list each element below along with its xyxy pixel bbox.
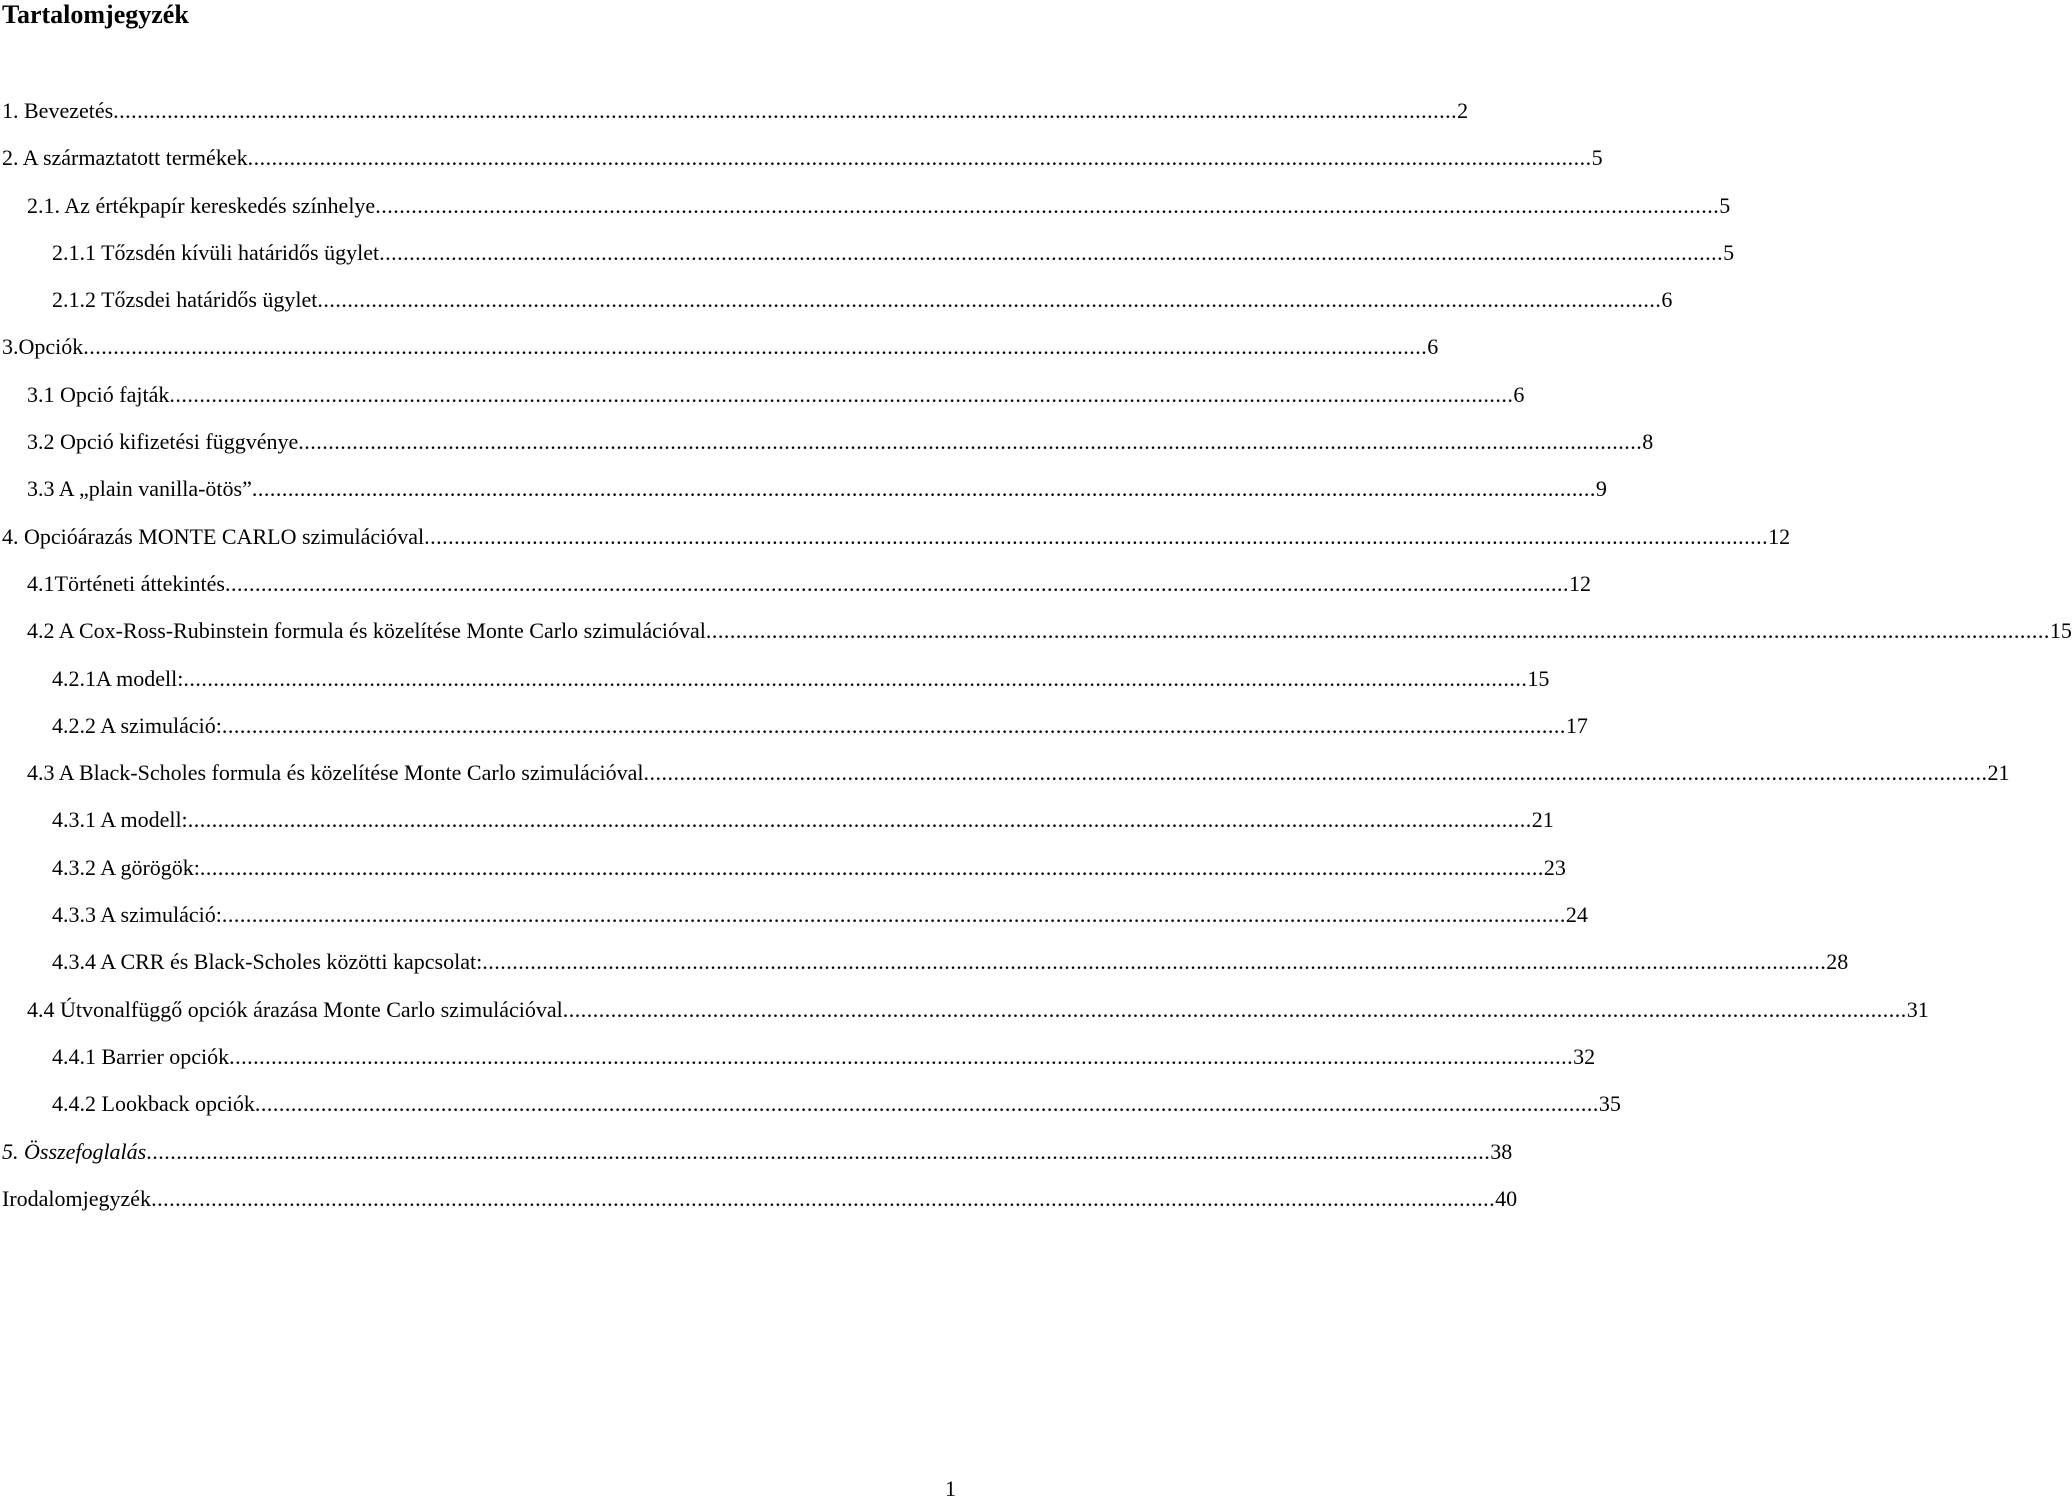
toc-entry-page-number: 23 xyxy=(1543,854,1566,880)
toc-row xyxy=(0,560,1591,607)
toc-dot-leader: ................................................................................................................................................................................................................................ xyxy=(169,381,1514,407)
toc-dot-leader: ................................................................................................................................................................................................................................ xyxy=(643,760,1988,786)
toc-row xyxy=(0,1080,1621,1127)
toc-entry-label: 1. Bevezetés xyxy=(2,98,114,123)
toc-row xyxy=(0,938,1849,985)
toc-dot-leader: ................................................................................................................................................................................................................................ xyxy=(562,996,1907,1022)
toc-row xyxy=(0,749,2010,796)
toc-row xyxy=(0,182,1731,229)
toc-entry-label: 4.4.2 Lookback opciók xyxy=(52,1091,255,1117)
toc-entry-page-number: 40 xyxy=(1495,1185,1518,1211)
toc-dot-leader: ................................................................................................................................................................................................................................ xyxy=(317,287,1662,313)
toc-entry-page-number: 12 xyxy=(1768,523,1791,549)
toc-row xyxy=(0,371,1525,418)
toc-entry-label: 3.Opciók xyxy=(2,334,84,360)
toc-dot-leader: ................................................................................................................................................................................................................................ xyxy=(375,192,1720,218)
toc-row xyxy=(0,229,1735,276)
toc-entry-label: 4.4.1 Barrier opciók xyxy=(52,1043,230,1069)
toc-entry-page-number: 12 xyxy=(1568,570,1591,596)
toc-row xyxy=(0,891,1588,938)
toc-dot-leader: ................................................................................................................................................................................................................................ xyxy=(247,145,1592,171)
toc-row xyxy=(0,1033,1596,1080)
toc-entry[interactable] xyxy=(52,229,1735,276)
toc-entry[interactable] xyxy=(52,844,1566,891)
toc-row xyxy=(0,418,1654,465)
toc-dot-leader: ................................................................................................................................................................................................................................ xyxy=(254,1091,1599,1117)
toc-entry-page-number: 8 xyxy=(1642,429,1654,455)
toc-entry-page-number: 35 xyxy=(1598,1091,1621,1117)
toc-row xyxy=(0,513,1791,560)
toc-entry[interactable] xyxy=(52,1080,1621,1127)
toc-dot-leader: ................................................................................................................................................................................................................................ xyxy=(146,1138,1491,1164)
toc-entry-page-number: 6 xyxy=(1427,334,1439,360)
toc-entry-label: 4.2 A Cox-Ross-Rubinstein formula és közelítése Monte Carlo szimulációval xyxy=(27,618,706,644)
toc-entry[interactable] xyxy=(2,1175,1518,1222)
page-number: 1 xyxy=(945,1476,956,1501)
toc-entry-label: 4.3 A Black-Scholes formula és közelítése Monte Carlo szimulációval xyxy=(27,760,644,786)
toc-entry-label: 4.2.1A modell: xyxy=(52,665,184,691)
toc-entry-label: 4.2.2 A szimuláció: xyxy=(52,712,222,738)
toc-entry[interactable] xyxy=(2,134,1603,181)
toc-dot-leader: ................................................................................................................................................................................................................................ xyxy=(482,949,1827,975)
toc-entry-page-number: 15 xyxy=(2049,618,2072,644)
toc-entry[interactable] xyxy=(2,323,1439,370)
toc-entry[interactable] xyxy=(27,371,1525,418)
toc-row xyxy=(0,844,1566,891)
toc-entry-page-number: 6 xyxy=(1661,287,1673,313)
toc-dot-leader: ................................................................................................................................................................................................................................ xyxy=(221,712,1566,738)
toc-entry[interactable] xyxy=(27,465,1607,512)
toc-entry-page-number: 5 xyxy=(1591,145,1603,171)
toc-dot-leader: ................................................................................................................................................................................................................................ xyxy=(151,1185,1496,1211)
toc-entry[interactable] xyxy=(27,749,2010,796)
table-of-contents xyxy=(0,87,2072,1222)
toc-entry[interactable] xyxy=(27,986,1929,1033)
toc-entry-label: 2.1.2 Tőzsdei határidős ügylet xyxy=(52,287,318,313)
toc-row xyxy=(0,87,1469,134)
toc-entry-page-number: 21 xyxy=(1531,807,1554,833)
toc-entry-label: 3.3 A „plain vanilla-ötös” xyxy=(27,476,252,502)
toc-entry-label: 3.1 Opció fajták xyxy=(27,381,170,407)
toc-row xyxy=(0,323,1439,370)
toc-entry-label: 4.3.3 A szimuláció: xyxy=(52,902,222,928)
toc-entry-label: 4.1Történeti áttekintés xyxy=(27,570,225,596)
toc-entry[interactable] xyxy=(52,276,1673,323)
toc-row xyxy=(0,465,1607,512)
toc-entry-page-number: 5 xyxy=(1719,192,1731,218)
toc-entry-page-number: 5 xyxy=(1723,239,1735,265)
toc-dot-leader: ................................................................................................................................................................................................................................ xyxy=(379,239,1724,265)
toc-entry-label: 5. Összefoglalás xyxy=(2,1138,147,1164)
toc-row xyxy=(0,1175,1518,1222)
toc-dot-leader: ................................................................................................................................................................................................................................ xyxy=(251,476,1596,502)
toc-entry[interactable] xyxy=(27,182,1731,229)
toc-row xyxy=(0,1128,1513,1175)
toc-entry-label: Irodalomjegyzék xyxy=(2,1185,152,1211)
toc-entry-page-number: 9 xyxy=(1595,476,1607,502)
toc-entry[interactable] xyxy=(52,655,1550,702)
toc-row xyxy=(0,607,2072,654)
toc-row xyxy=(0,702,1588,749)
toc-row xyxy=(0,986,1929,1033)
toc-row xyxy=(0,134,1603,181)
toc-row xyxy=(0,276,1673,323)
toc-entry[interactable] xyxy=(52,938,1849,985)
page-title: Tartalomjegyzék xyxy=(2,0,189,29)
toc-entry-page-number: 31 xyxy=(1906,996,1929,1022)
toc-entry[interactable] xyxy=(52,702,1588,749)
toc-dot-leader: ................................................................................................................................................................................................................................ xyxy=(424,523,1769,549)
toc-dot-leader: ................................................................................................................................................................................................................................ xyxy=(83,334,1428,360)
toc-entry[interactable] xyxy=(52,891,1588,938)
toc-entry[interactable] xyxy=(27,560,1591,607)
toc-entry-page-number: 17 xyxy=(1565,712,1588,738)
toc-entry-label: 2.1. Az értékpapír kereskedés színhelye xyxy=(27,192,376,218)
toc-entry-label: 4.4 Útvonalfüggő opciók árazása Monte Carlo szimulációval xyxy=(27,996,563,1022)
toc-entry-page-number: 15 xyxy=(1527,665,1550,691)
toc-entry-label: 2.1.1 Tőzsdén kívüli határidős ügylet xyxy=(52,239,380,265)
toc-entry[interactable] xyxy=(2,1128,1513,1175)
toc-entry[interactable] xyxy=(27,418,1654,465)
toc-entry[interactable] xyxy=(52,1033,1596,1080)
toc-entry-page-number: 28 xyxy=(1826,949,1849,975)
toc-entry[interactable] xyxy=(27,607,2072,654)
toc-entry-page-number: 6 xyxy=(1513,381,1525,407)
toc-dot-leader: ................................................................................................................................................................................................................................ xyxy=(298,429,1643,455)
toc-dot-leader: ................................................................................................................................................................................................................................ xyxy=(187,807,1532,833)
toc-entry-label: 3.2 Opció kifizetési függvénye xyxy=(27,429,299,455)
toc-dot-leader: ................................................................................................................................................................................................................................ xyxy=(199,854,1544,880)
toc-dot-leader: ................................................................................................................................................................................................................................ xyxy=(221,902,1566,928)
toc-entry-label: 4.3.1 A modell: xyxy=(52,807,188,833)
toc-dot-leader: ................................................................................................................................................................................................................................ xyxy=(705,618,2050,644)
toc-entry-label: 4.3.4 A CRR és Black-Scholes közötti kapcsolat: xyxy=(52,949,483,975)
toc-entry[interactable] xyxy=(2,87,1469,134)
toc-entry-label: 4.3.2 A görögök: xyxy=(52,854,200,880)
toc-dot-leader: ................................................................................................................................................................................................................................ xyxy=(113,98,1458,123)
toc-entry-page-number: 2 xyxy=(1457,98,1469,123)
toc-dot-leader: ................................................................................................................................................................................................................................ xyxy=(183,665,1528,691)
toc-entry-page-number: 24 xyxy=(1565,902,1588,928)
toc-entry-page-number: 32 xyxy=(1573,1043,1596,1069)
toc-entry-page-number: 21 xyxy=(1987,760,2010,786)
toc-entry[interactable] xyxy=(52,796,1554,843)
toc-entry[interactable] xyxy=(2,513,1791,560)
toc-entry-label: 4. Opcióárazás MONTE CARLO szimulációval xyxy=(2,523,425,549)
toc-entry-page-number: 38 xyxy=(1490,1138,1513,1164)
toc-entry-label: 2. A származtatott termékek xyxy=(2,145,248,171)
toc-row xyxy=(0,655,1550,702)
toc-row xyxy=(0,796,1554,843)
toc-dot-leader: ................................................................................................................................................................................................................................ xyxy=(224,570,1569,596)
toc-dot-leader: ................................................................................................................................................................................................................................ xyxy=(229,1043,1574,1069)
